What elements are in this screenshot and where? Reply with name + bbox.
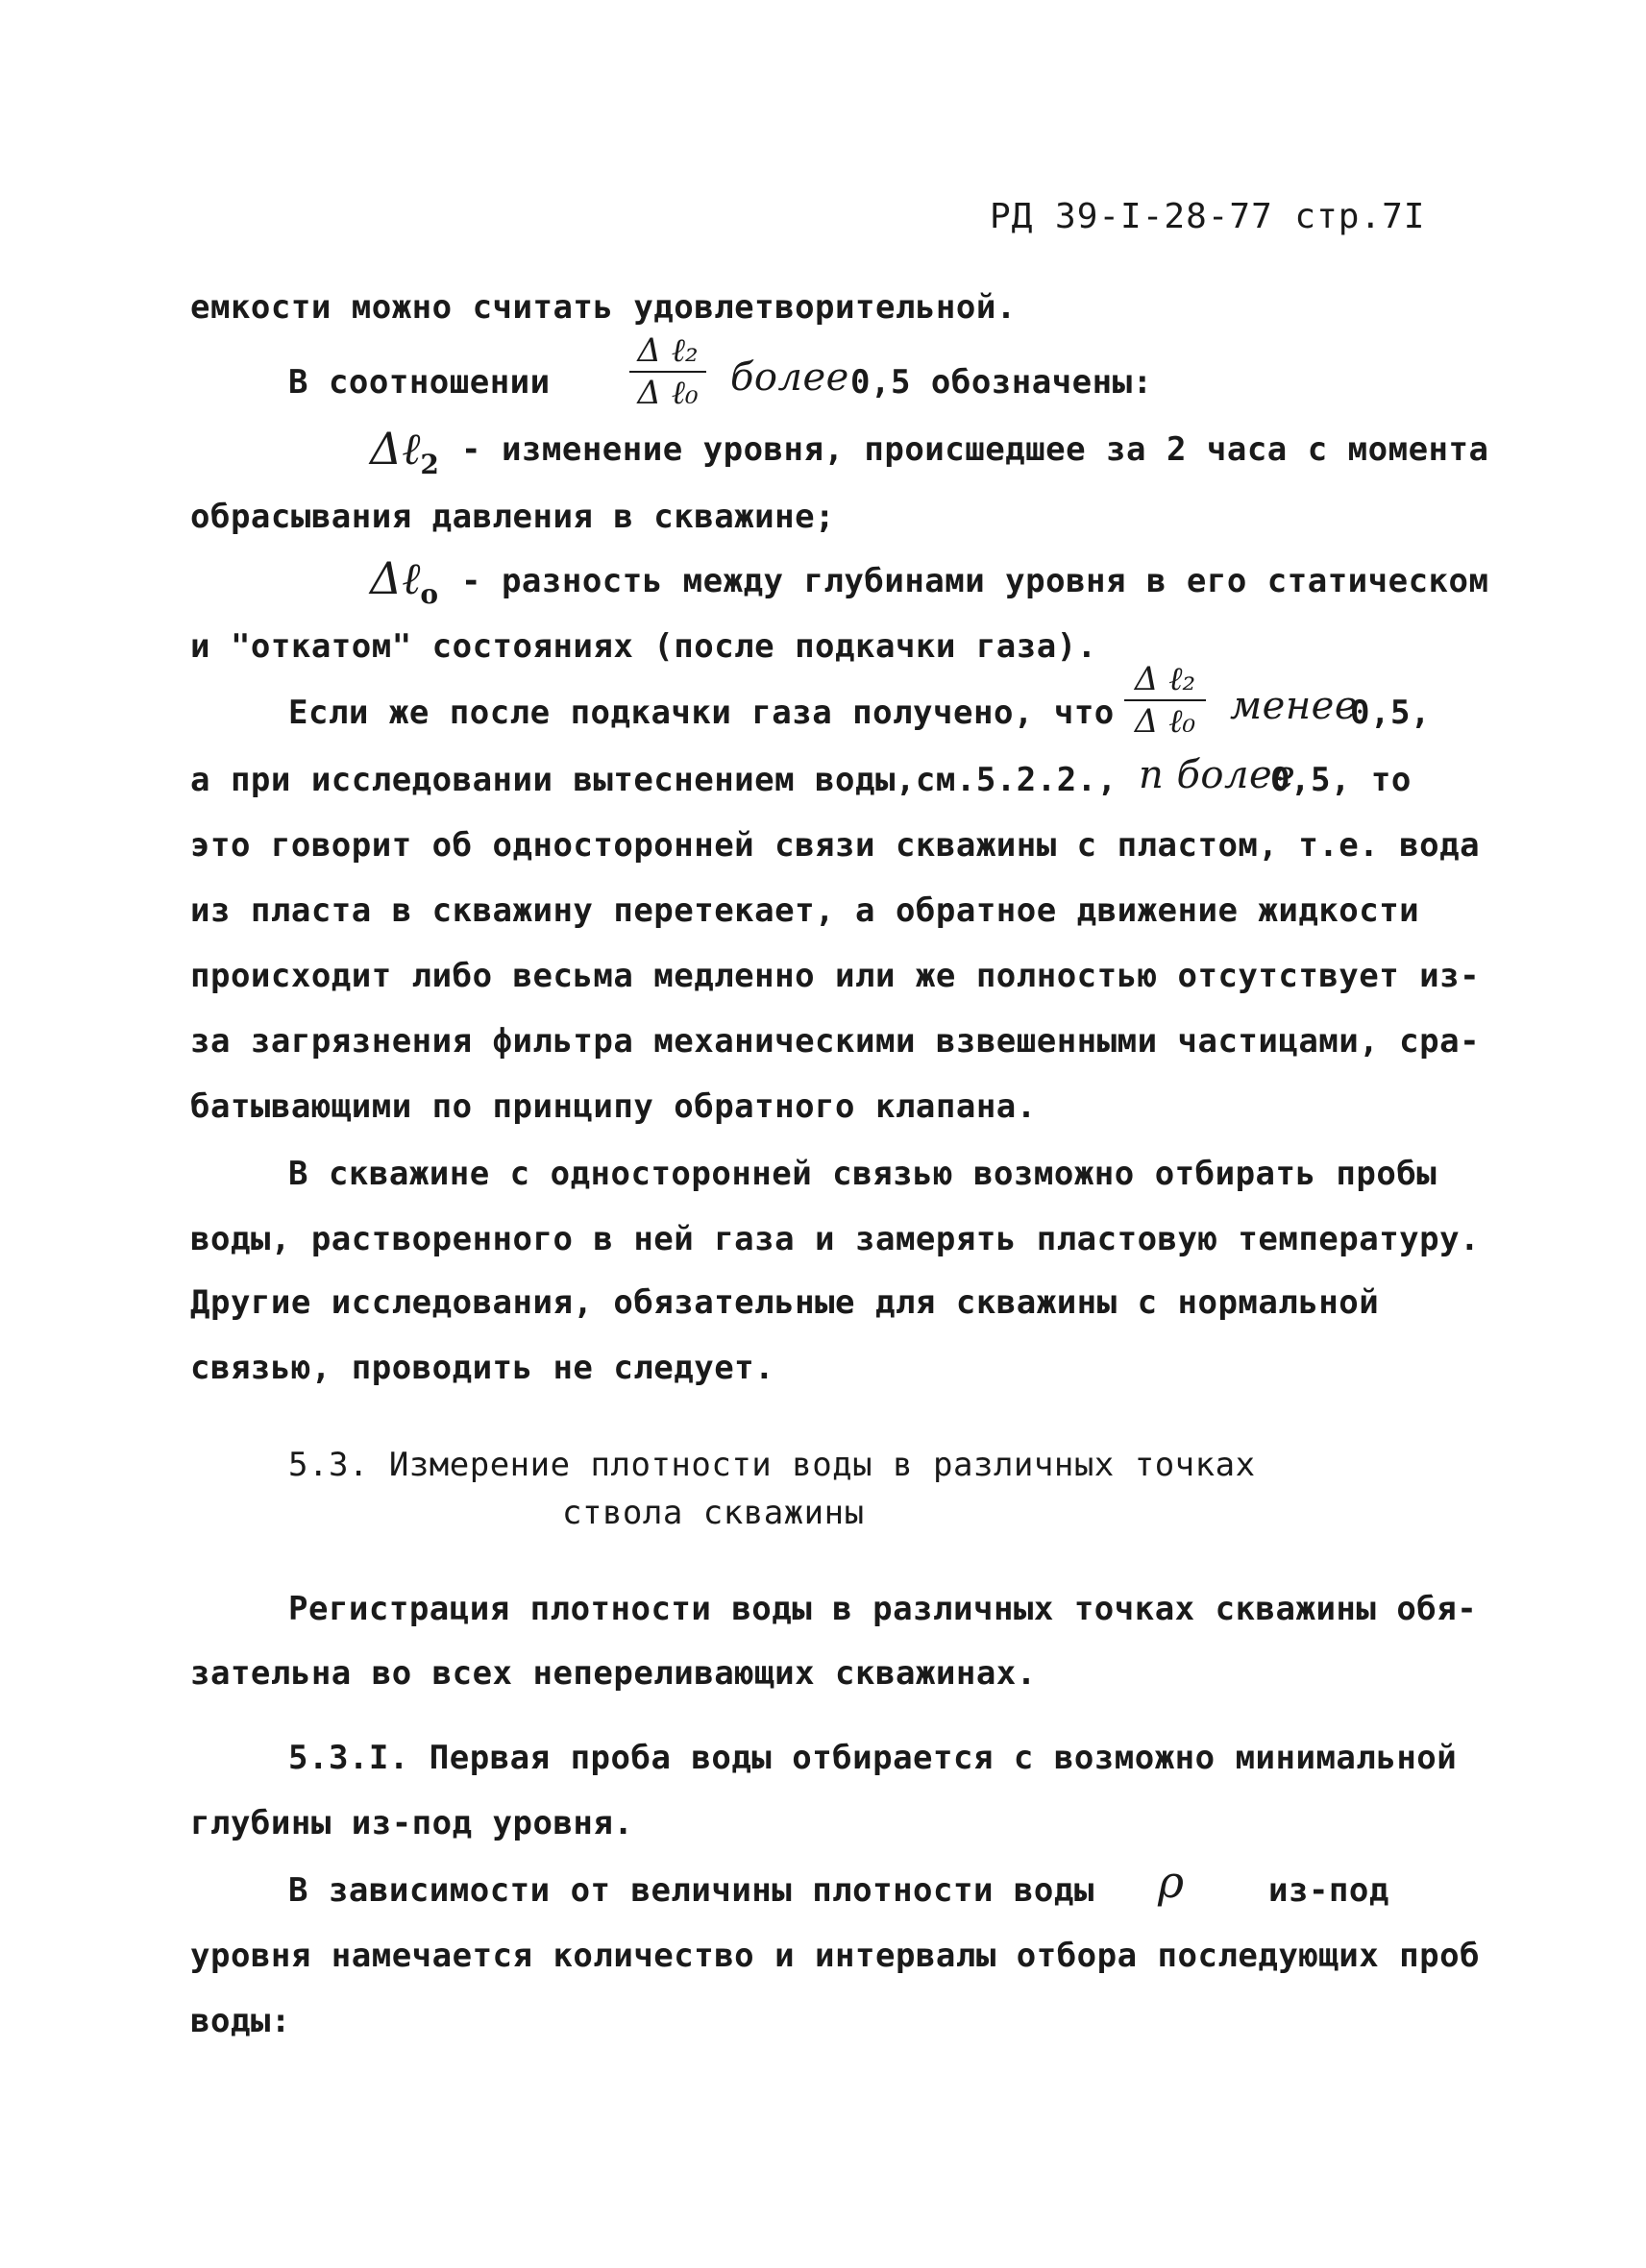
delta-l2-symbol: Δℓ$_2$ <box>370 423 439 481</box>
text-line-7b: менее <box>1230 684 1359 728</box>
fraction-bar <box>629 371 706 373</box>
text-line-7a: Если же после подкачки газа получено, что <box>288 694 1115 732</box>
text-line-2a: В соотношении <box>288 363 551 402</box>
text-line-16: Другие исследования, обязательные для скважины с нормальной <box>190 1283 1380 1322</box>
delta-l0-symbol: Δℓ$_o$ <box>370 552 439 611</box>
page-header: РД 39-I-28-77 стр.7I <box>990 197 1426 236</box>
text-line-20: Регистрация плотности воды в различных точках скважины обя- <box>288 1590 1478 1628</box>
text-line-12: за загрязнения фильтра механическими взвешенными частицами, сра- <box>190 1022 1481 1061</box>
text-line-23: глубины из-под уровня. <box>190 1804 634 1842</box>
text-line-4: обрасывания давления в скважине; <box>190 498 836 536</box>
text-line-11: происходит либо весьма медленно или же полностью отсутствует из- <box>190 957 1481 995</box>
section-heading: 5.3. Измерение плотности воды в различных точках <box>288 1446 1256 1484</box>
text-line-5: - разность между глубинами уровня в его статическом <box>461 562 1489 600</box>
text-line-26: воды: <box>190 2002 291 2040</box>
text-line-25: уровня намечается количество и интервалы отбора последующих проб <box>190 1937 1481 1975</box>
text-line-6: и "откатом" состояниях (после подкачки газа). <box>190 627 1097 666</box>
text-line-14: В скважине с односторонней связью возможно отбирать пробы <box>288 1155 1437 1193</box>
text-line-7c: 0,5, <box>1350 694 1431 732</box>
text-line-1: емкости можно считать удовлетворительной. <box>190 288 1017 327</box>
formula-ratio-1 <box>629 332 706 411</box>
text-line-8c: 0,5, то <box>1270 761 1412 799</box>
text-line-15: воды, растворенного в ней газа и замерять пластовую температуру. <box>190 1220 1481 1258</box>
text-line-10: из пласта в скважину перетекает, а обратное движение жидкости <box>190 891 1420 930</box>
formula-ratio-2-numerator: Δ ℓ₂ <box>1134 660 1196 698</box>
text-line-22: 5.3.I. Первая проба воды отбирается с возможно минимальной <box>288 1739 1458 1777</box>
text-line-21: зательна во всех непереливающих скважинах. <box>190 1654 1037 1693</box>
formula-ratio-2-denominator: Δ ℓ₀ <box>1134 702 1196 741</box>
text-line-2b: более <box>730 355 849 400</box>
text-line-24b: из-под <box>1268 1871 1389 1910</box>
text-line-17: связью, проводить не следует. <box>190 1349 775 1387</box>
text-line-9: это говорит об односторонней связи скважины с пластом, т.е. вода <box>190 826 1481 865</box>
formula-ratio-2 <box>1124 661 1206 740</box>
formula-ratio-1-denominator: Δ ℓ₀ <box>637 374 699 412</box>
formula-ratio-1-numerator: Δ ℓ₂ <box>637 331 699 370</box>
rho-symbol: ρ <box>1158 1856 1185 1908</box>
text-line-3: - изменение уровня, происшедшее за 2 часа с момента <box>461 430 1489 469</box>
text-line-8b: n более <box>1139 753 1296 797</box>
text-line-8a: а при исследовании вытеснением воды,см.5.2.2., <box>190 761 1118 799</box>
text-line-2c: 0,5 обозначены: <box>850 363 1153 402</box>
fraction-bar <box>1124 699 1206 701</box>
text-line-24a: В зависимости от величины плотности воды <box>288 1871 1094 1910</box>
text-line-13: батывающими по принципу обратного клапана. <box>190 1087 1037 1126</box>
section-heading-cont: ствола скважины <box>562 1494 865 1532</box>
